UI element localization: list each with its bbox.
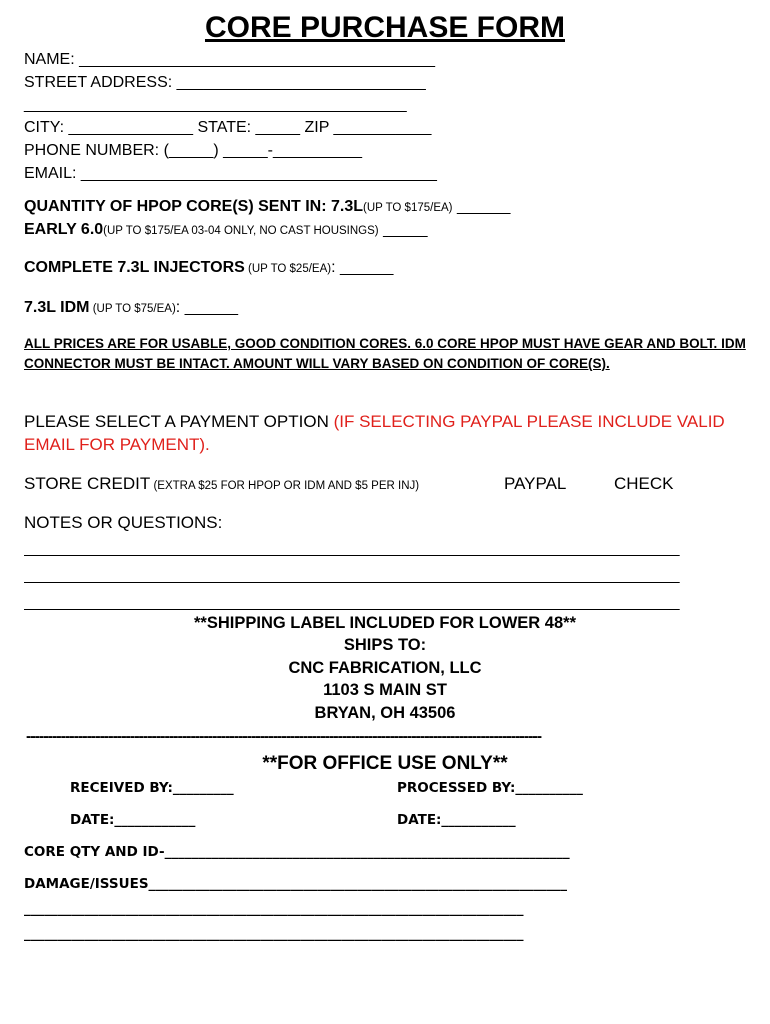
name-field[interactable]: NAME: ________________________________________ [24,51,436,68]
hpop-quantity-blank[interactable]: ______ [452,198,511,215]
idm-price-note: (UP TO $75/EA) [89,303,176,315]
ship-company: CNC FABRICATION, LLC [288,659,482,677]
store-credit-label: STORE CREDIT [24,474,151,493]
city-state-zip-field[interactable]: CITY: ______________ STATE: _____ ZIP ___________ [24,119,432,136]
idm-label: 7.3L IDM [24,299,90,316]
store-credit-note: (EXTRA $25 FOR HPOP OR IDM AND $5 PER INJ) [150,480,420,492]
received-by-field[interactable]: RECEIVED BY:_________ [70,780,234,796]
office-use-title: **FOR OFFICE USE ONLY** [262,753,508,774]
idm-line [24,298,238,319]
form-title: CORE PURCHASE FORM [204,11,565,44]
idm-blank[interactable]: : ______ [175,299,239,316]
injectors-blank[interactable]: : ______ [331,259,394,276]
notes-label: NOTES OR QUESTIONS: [24,513,223,532]
injectors-label: COMPLETE 7.3L INJECTORS [24,259,245,276]
hpop-quantity-line [24,197,510,218]
notes-line-2[interactable]: ______________________________________________________________________________ [24,567,680,584]
damage-line-2[interactable]: __________________________________________________________________________ [24,926,524,942]
store-credit-option[interactable] [24,474,419,496]
early-60-blank[interactable]: _____ [378,221,428,238]
hpop-colon: : 7.3L [321,198,364,215]
injectors-line [24,258,393,279]
hpop-quantity-label: QUANTITY OF HPOP CORE(S) SENT IN [24,198,322,215]
shipping-label-note: **SHIPPING LABEL INCLUDED FOR LOWER 48** [194,614,576,632]
condition-notice: ALL PRICES ARE FOR USABLE, GOOD CONDITION CORES. 6.0 CORE HPOP MUST HAVE GEAR AND BOLT. IDM CONNECTOR MUST BE INTACT. AMOUNT WILL VARY BASED ON CONDITION OF CORE(S). [24,336,746,371]
ships-to-label: SHIPS TO: [343,636,427,654]
early-60-label: EARLY 6.0 [24,221,104,238]
check-option[interactable]: CHECK [614,474,674,493]
paypal-email-note: (IF SELECTING PAYPAL PLEASE INCLUDE VALID EMAIL FOR PAYMENT). [24,412,725,454]
processed-by-field[interactable]: PROCESSED BY:__________ [397,780,583,796]
early-60-line [24,220,428,241]
ship-street: 1103 S MAIN ST [323,681,447,699]
injectors-price-note: (UP TO $25/EA) [244,263,332,275]
date-processed-field[interactable]: DATE:___________ [397,812,516,828]
email-field[interactable]: EMAIL: ________________________________________ [24,165,437,182]
ship-city: BRYAN, OH 43506 [314,704,456,722]
street-address-line-2[interactable]: ___________________________________________ [24,96,407,113]
damage-issues-field[interactable]: DAMAGE/ISSUES______________________________________________________________ [24,876,568,892]
hpop-price-note: (UP TO $175/EA) [363,202,453,214]
street-address-field[interactable]: STREET ADDRESS: ____________________________ [24,74,426,91]
notes-line-3[interactable]: ______________________________________________________________________________ [24,594,680,611]
date-received-field[interactable]: DATE:____________ [70,812,196,828]
damage-line-1[interactable]: __________________________________________________________________________ [24,901,524,917]
notes-line-1[interactable]: ______________________________________________________________________________ [24,540,680,557]
early-60-price-note: (UP TO $175/EA 03-04 ONLY, NO CAST HOUSINGS) [103,225,379,237]
core-qty-id-field[interactable]: CORE QTY AND ID-____________________________________________________________ [24,844,570,860]
section-divider: ----------------------------------------------------------------------------------------------------------------------- [26,728,542,745]
phone-number-field[interactable]: PHONE NUMBER: (_____) _____-__________ [24,142,362,159]
payment-prompt-text: PLEASE SELECT A PAYMENT OPTION [24,412,334,431]
payment-prompt [24,410,746,456]
paypal-option[interactable]: PAYPAL [504,474,567,493]
